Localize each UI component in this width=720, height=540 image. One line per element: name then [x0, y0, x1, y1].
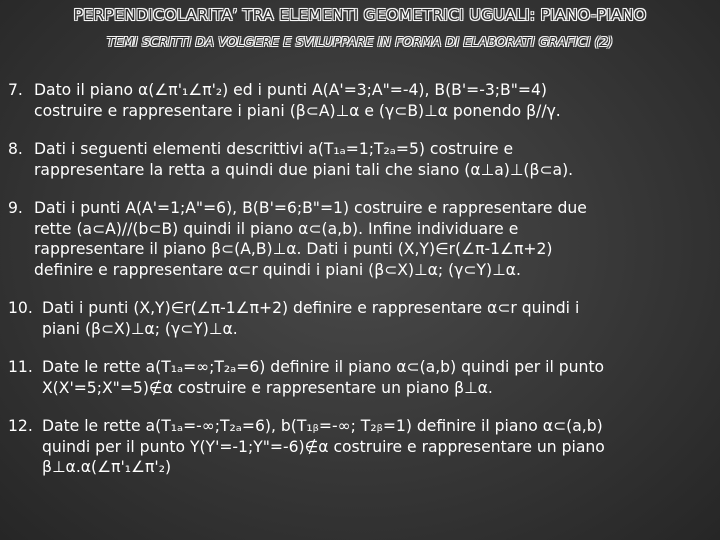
exercise-number: 7. — [8, 81, 23, 99]
slide-subtitle: TEMI SCRITTI DA VOLGERE E SVILUPPARE IN FORMA DI ELABORATI GRAFICI (2) — [107, 34, 613, 49]
exercise-item-9 — [8, 198, 714, 280]
exercise-number: 9. — [8, 199, 23, 217]
exercise-item-11 — [8, 357, 714, 398]
exercise-text: Dati i seguenti elementi descrittivi a(T₁ₐ=1;T₂ₐ=5) costruire e rappresentare la retta a quindi due piani tali che siano (α⊥a)⊥(β⊂a). — [34, 140, 574, 179]
exercise-item-8 — [8, 139, 714, 180]
exercise-text: Dati i punti (X,Y)∈r(∠π-1∠π+2) definire e rappresentare α⊂r quindi i piani (β⊂X)⊥α; (γ⊂Y)⊥α. — [42, 299, 580, 338]
exercise-number: 10. — [8, 299, 33, 317]
exercise-text: Date le rette a(T₁ₐ=∞;T₂ₐ=6) definire il piano α⊂(a,b) quindi per il punto X(X'=5;X"=5)∉α costruire e rappresentare un piano β⊥α. — [42, 358, 605, 397]
exercise-text: Dati i punti A(A'=1;A"=6), B(B'=6;B"=1) costruire e rappresentare due rette (a⊂A)//(b⊂B) quindi il piano α⊂(a,b). Infine individuare e rappresentare il piano β⊂(A,B)⊥α. Dati i punti (X,Y)∈r(∠π-1∠π+2) definire e rappresentare α⊂r quindi i piani (β⊂X)⊥α; (γ⊂Y)⊥α. — [34, 199, 587, 279]
slide-header — [0, 0, 720, 66]
exercise-number: 8. — [8, 140, 23, 158]
exercise-number: 11. — [8, 358, 33, 376]
exercise-text: Date le rette a(T₁ₐ=-∞;T₂ₐ=6), b(T₁ᵦ=-∞; T₂ᵦ=1) definire il piano α⊂(a,b) quindi per il punto Y(Y'=-1;Y"=-6)∉α costruire e rappresentare un piano β⊥α.α(∠π'₁∠π'₂) — [42, 417, 605, 476]
slide-title: PERPENDICOLARITA’ TRA ELEMENTI GEOMETRICI UGUALI: PIANO-PIANO — [73, 6, 647, 24]
exercise-number: 12. — [8, 417, 33, 435]
exercise-item-7 — [8, 80, 714, 121]
exercise-text: Dato il piano α(∠π'₁∠π'₂) ed i punti A(A'=3;A"=-4), B(B'=-3;B"=4) costruire e rappresentare i piani (β⊂A)⊥α e (γ⊂B)⊥α ponendo β//γ. — [34, 81, 561, 120]
exercise-list — [8, 80, 714, 496]
exercise-item-12 — [8, 416, 714, 478]
exercise-item-10 — [8, 298, 714, 339]
